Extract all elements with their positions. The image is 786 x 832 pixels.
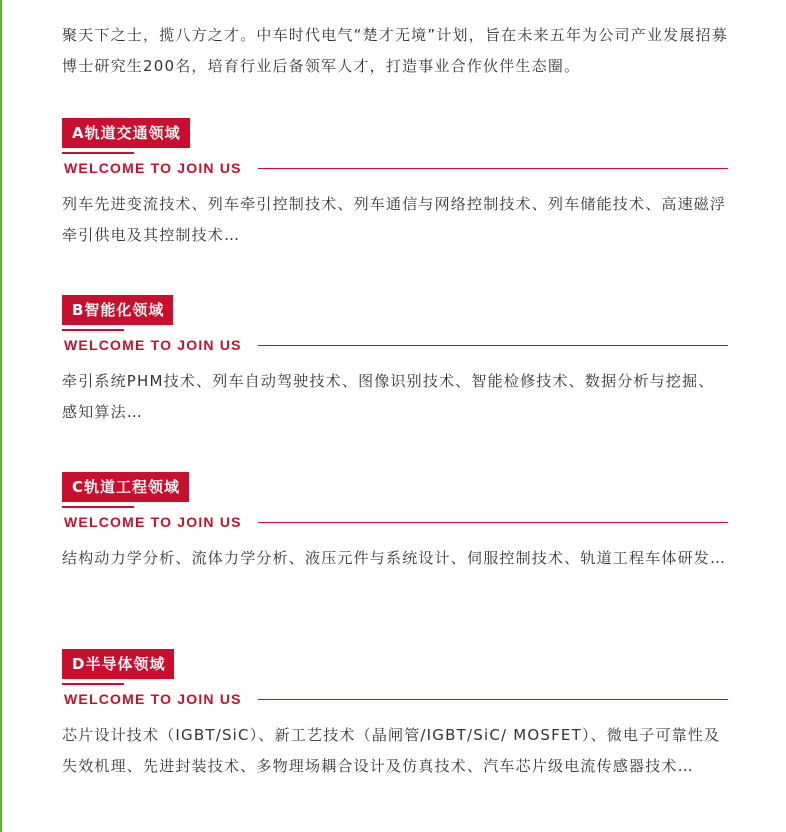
welcome-heading: WELCOME TO JOIN US <box>64 691 242 707</box>
section-tag: A轨道交通领域 <box>62 118 190 148</box>
welcome-heading: WELCOME TO JOIN US <box>64 160 242 176</box>
tag-underline <box>62 329 124 331</box>
tag-underline <box>62 683 124 685</box>
welcome-heading: WELCOME TO JOIN US <box>64 514 242 530</box>
section-tag: B智能化领域 <box>62 295 173 325</box>
welcome-row <box>64 158 728 178</box>
divider-line <box>258 522 728 523</box>
left-accent-rule <box>0 0 2 832</box>
section-tag: D半导体领域 <box>62 649 174 679</box>
divider-line <box>258 345 728 346</box>
tag-underline <box>62 506 134 508</box>
tag-underline <box>62 152 134 154</box>
section-description: 牵引系统PHM技术、列车自动驾驶技术、图像识别技术、智能检修技术、数据分析与挖掘、感知算法… <box>62 372 715 421</box>
welcome-row <box>64 335 728 355</box>
welcome-row <box>64 512 728 532</box>
welcome-heading: WELCOME TO JOIN US <box>64 337 242 353</box>
divider-line <box>258 168 728 169</box>
divider-line <box>258 699 728 700</box>
section-description: 芯片设计技术（IGBT/SiC）、新工艺技术（晶闸管/IGBT/SiC/ MOSFET）、微电子可靠性及失效机理、先进封装技术、多物理场耦合设计及仿真技术、汽车芯片级电流传感器技术… <box>62 726 721 775</box>
section-description: 结构动力学分析、流体力学分析、液压元件与系统设计、伺服控制技术、轨道工程车体研发… <box>62 549 727 567</box>
section-tag: C轨道工程领域 <box>62 472 189 502</box>
section-description: 列车先进变流技术、列车牵引控制技术、列车通信与网络控制技术、列车储能技术、高速磁浮牵引供电及其控制技术… <box>62 195 727 244</box>
intro-paragraph: 聚天下之士，揽八方之才。中车时代电气“楚才无境”计划，旨在未来五年为公司产业发展招募博士研究生200名，培育行业后备领军人才，打造事业合作伙伴生态圈。 <box>62 26 728 75</box>
welcome-row <box>64 689 728 709</box>
